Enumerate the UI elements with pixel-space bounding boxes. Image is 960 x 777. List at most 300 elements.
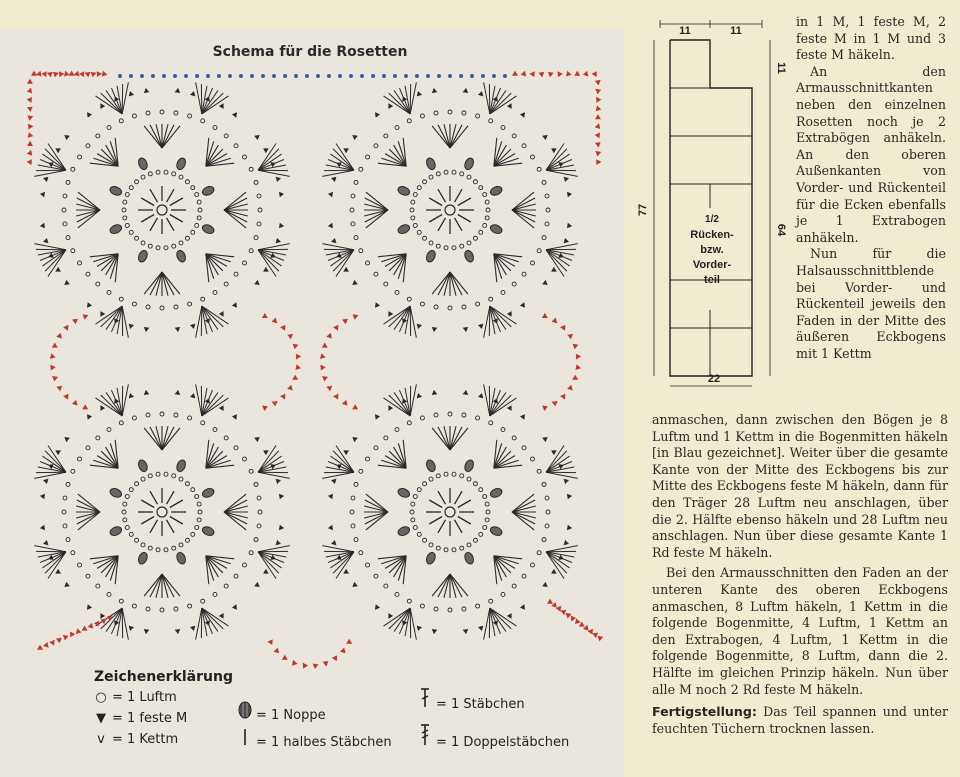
stitch-mark [417, 626, 422, 631]
stitch-mark [467, 543, 471, 547]
blue-chain-mark [349, 74, 353, 78]
stitch-mark [374, 446, 378, 450]
stitch-mark [150, 520, 158, 533]
stitch-mark [195, 525, 199, 529]
stitch-mark [125, 193, 129, 197]
stitch-mark [185, 180, 189, 184]
stitch-mark [191, 230, 195, 234]
stitch-mark [76, 628, 82, 634]
blue-chain-mark [294, 74, 298, 78]
stitch-mark [407, 119, 411, 123]
stitch-mark [486, 208, 490, 212]
stitch-mark [135, 538, 139, 542]
stitch-mark [135, 180, 139, 184]
stitch-mark [411, 216, 415, 220]
stitch-mark [213, 592, 217, 596]
bobble-mark [201, 185, 215, 197]
stitch-mark [434, 305, 438, 309]
stitch-mark [489, 599, 493, 603]
stitch-mark [463, 629, 469, 634]
stitch-mark [448, 306, 452, 310]
stitch-mark [164, 472, 168, 476]
stitch-mark [79, 71, 84, 77]
stitch-mark [160, 110, 164, 114]
stitch-mark [486, 510, 490, 514]
stitch-mark [234, 272, 238, 276]
stitch-mark [420, 114, 424, 118]
stitch-mark [479, 186, 483, 190]
stitch-mark [450, 272, 462, 295]
bobble-mark [137, 459, 149, 473]
stitch-mark [542, 538, 546, 542]
stitch-mark [561, 610, 567, 616]
stitch-mark [150, 574, 162, 597]
stitch-mark [175, 629, 181, 634]
stitch-mark [141, 477, 145, 481]
stitch-mark [432, 88, 438, 93]
stitch-mark [429, 517, 442, 525]
stitch-mark [551, 148, 557, 153]
stitch-mark [489, 119, 493, 123]
stitch-mark [438, 125, 450, 148]
stitch-mark [175, 88, 181, 93]
stitch-mark [352, 404, 358, 409]
stitch-mark [185, 482, 189, 486]
stitch-mark [512, 71, 518, 76]
stitch-mark [434, 413, 438, 417]
stitch-mark [71, 551, 75, 555]
stitch-mark [56, 638, 62, 644]
stitch-mark [450, 125, 462, 148]
stitch-mark [267, 639, 272, 645]
stitch-mark [520, 112, 525, 118]
stitch-mark [423, 236, 427, 240]
stitch-mark [567, 494, 572, 500]
stitch-mark [432, 629, 438, 634]
stitch-mark [353, 314, 359, 320]
stitch-mark [529, 71, 534, 77]
stitch-mark [197, 200, 201, 204]
stitch-mark [129, 488, 133, 492]
stitch-mark [395, 592, 399, 596]
stitch-mark [276, 540, 281, 545]
stitch-mark [132, 114, 136, 118]
stitch-mark [546, 244, 578, 250]
stitch-mark [354, 180, 358, 184]
stitch-mark [388, 405, 393, 411]
stitch-mark [328, 525, 333, 531]
stitch-mark [224, 436, 228, 440]
stitch-mark [172, 244, 176, 248]
stitch-mark [545, 194, 549, 198]
stitch-mark [542, 236, 546, 240]
stitch-mark [413, 223, 417, 227]
stitch-mark [96, 584, 100, 588]
legend-item-feste-m [94, 711, 187, 726]
stitch-mark [232, 112, 237, 118]
stitch-mark [196, 608, 202, 640]
stitch-mark [411, 518, 415, 522]
stitch-mark [597, 636, 603, 642]
stitch-mark [101, 619, 107, 625]
stitch-mark [254, 482, 258, 486]
stitch-mark [417, 186, 421, 190]
stitch-mark [366, 261, 370, 265]
stitch-mark [484, 384, 490, 416]
stitch-mark [326, 333, 332, 339]
stitch-mark [595, 89, 601, 95]
rosette-center [157, 507, 167, 517]
stitch-mark [352, 280, 358, 285]
bobble-mark [201, 487, 215, 499]
stitch-mark [560, 394, 565, 400]
stitch-mark [410, 82, 416, 114]
stitch-mark [592, 71, 597, 77]
finishing-paragraph [652, 704, 948, 737]
stitch-mark [354, 236, 358, 240]
treble-crochet-icon [418, 724, 432, 750]
stitch-mark [512, 436, 516, 440]
stitch-mark [552, 318, 558, 324]
stitch-mark [546, 208, 550, 212]
stitch-mark [164, 246, 168, 250]
stitch-mark [485, 200, 489, 204]
stitch-mark [34, 472, 66, 478]
stitch-mark [66, 236, 70, 240]
stitch-mark [27, 150, 33, 156]
stitch-mark [420, 604, 424, 608]
stitch-mark [174, 607, 178, 611]
stitch-mark [219, 311, 224, 317]
blue-chain-mark [239, 74, 243, 78]
stitch-mark [28, 124, 33, 130]
stitch-mark [537, 167, 541, 171]
stitch-mark [78, 457, 82, 461]
stitch-mark [170, 517, 183, 525]
stitch-mark [195, 495, 199, 499]
stitch-mark [188, 302, 192, 306]
stitch-mark [77, 198, 100, 210]
stitch-mark [27, 141, 33, 146]
stitch-mark [448, 412, 452, 416]
stitch-mark [436, 546, 440, 550]
blue-chain-mark [272, 74, 276, 78]
stitch-mark [196, 306, 202, 338]
stitch-mark [34, 546, 66, 552]
stitch-mark [254, 135, 260, 140]
stitch-mark [123, 518, 127, 522]
stitch-mark [129, 324, 134, 329]
stitch-mark [436, 474, 440, 478]
stitch-mark [172, 172, 176, 176]
stitch-mark [96, 282, 100, 286]
stitch-mark [77, 500, 100, 512]
stitch-mark [63, 635, 69, 641]
stitch-mark [77, 210, 100, 222]
stitch-mark [201, 297, 205, 301]
chain-stitch-icon: ○ [95, 690, 107, 705]
stitch-mark [507, 311, 512, 317]
stitch-mark [354, 482, 358, 486]
stitch-mark [144, 629, 150, 634]
stitch-mark [156, 246, 160, 250]
stitch-mark [129, 393, 134, 398]
stitch-mark [63, 496, 67, 500]
blue-chain-mark [382, 74, 386, 78]
stitch-mark [295, 364, 301, 370]
stitch-mark [249, 167, 253, 171]
stitch-mark [359, 249, 363, 253]
stitch-mark [322, 546, 354, 552]
stitch-mark [179, 241, 183, 245]
legend-text: = 1 Doppelstäbchen [436, 735, 570, 750]
bobble-mark [137, 551, 149, 565]
stitch-mark [537, 469, 541, 473]
stitch-mark [444, 170, 448, 174]
stitch-mark [388, 311, 393, 317]
stitch-mark [125, 223, 129, 227]
dim-height-total: 77 [637, 203, 649, 217]
rosette-diagram [10, 62, 610, 662]
stitch-mark [66, 482, 70, 486]
stitch-mark [132, 416, 136, 420]
stitch-mark [257, 496, 261, 500]
stitch-mark [455, 491, 463, 504]
stitch-mark [322, 170, 354, 176]
stitch-mark [201, 599, 205, 603]
stitch-mark [40, 192, 45, 198]
stitch-mark [141, 198, 154, 206]
stitch-mark [542, 582, 548, 587]
stitch-mark [413, 525, 417, 529]
bobble-mark [425, 551, 437, 565]
stitch-mark [564, 479, 569, 484]
stitch-mark [501, 126, 505, 130]
stitch-mark [262, 313, 268, 318]
stitch-mark [417, 488, 421, 492]
blue-chain-mark [184, 74, 188, 78]
stitch-mark [462, 305, 466, 309]
stitch-mark [242, 563, 246, 567]
stitch-mark [463, 390, 469, 395]
stitch-mark [458, 215, 471, 223]
stitch-mark [331, 238, 336, 243]
stitch-mark [564, 177, 569, 182]
stitch-mark [484, 608, 490, 640]
stitch-mark [224, 210, 247, 222]
stitch-mark [452, 472, 456, 476]
blue-chain-mark [327, 74, 331, 78]
stitch-mark [552, 401, 558, 407]
stitch-mark [63, 194, 67, 198]
stitch-mark [429, 215, 442, 223]
stitch-mark [40, 494, 45, 500]
stitch-mark [219, 613, 224, 619]
stitch-mark [156, 548, 160, 552]
stitch-mark [197, 216, 201, 220]
stitch-mark [87, 604, 92, 610]
bobble-mark [109, 223, 123, 235]
stitch-mark [43, 540, 48, 545]
stitch-mark [366, 457, 370, 461]
blue-chain-mark [448, 74, 452, 78]
stitch-mark [352, 437, 358, 442]
stitch-mark [351, 524, 355, 528]
stitch-mark [144, 327, 150, 332]
stitch-mark [43, 642, 49, 648]
bobble-mark [397, 185, 411, 197]
stitch-mark [167, 218, 175, 231]
stitch-mark [384, 436, 388, 440]
stitch-mark [55, 267, 61, 272]
stitch-mark [91, 72, 97, 78]
blue-chain-mark [393, 74, 397, 78]
stitch-mark [485, 518, 489, 522]
stitch-mark [423, 180, 427, 184]
stitch-mark [438, 491, 446, 504]
stitch-mark [458, 500, 471, 508]
stitch-mark [141, 175, 145, 179]
blue-chain-mark [305, 74, 309, 78]
stitch-mark [66, 180, 70, 184]
stitch-mark [174, 111, 178, 115]
stitch-mark [512, 134, 516, 138]
stitch-mark [429, 500, 442, 508]
stitch-mark [328, 223, 333, 229]
blue-chain-mark [404, 74, 408, 78]
stitch-mark [224, 198, 247, 210]
label-line-3: Vorder- [692, 259, 732, 271]
stitch-mark [462, 111, 466, 115]
dim-side-top: 11 [775, 62, 787, 74]
stitch-mark [460, 172, 464, 176]
stitch-mark [322, 472, 354, 478]
stitch-mark [167, 491, 175, 504]
stitch-mark [530, 457, 534, 461]
stitch-mark [100, 405, 105, 411]
blue-chain-mark [338, 74, 342, 78]
stitch-mark [167, 189, 175, 202]
bobble-mark [425, 157, 437, 171]
stitch-mark [146, 413, 150, 417]
stitch-mark [272, 318, 278, 324]
stitch-mark [85, 72, 91, 78]
stitch-mark [375, 112, 380, 118]
stitch-mark [122, 384, 128, 416]
stitch-mark [429, 543, 433, 547]
stitch-mark [122, 608, 128, 640]
stitch-mark [560, 325, 565, 331]
stitch-mark [473, 180, 477, 184]
stitch-mark [170, 198, 183, 206]
bobble-mark [201, 223, 215, 235]
stitch-mark [63, 325, 68, 331]
stitch-mark [119, 297, 123, 301]
stitch-mark [407, 297, 411, 301]
stitch-mark [258, 472, 290, 478]
stitch-mark [263, 450, 269, 455]
finishing-label: Fertigstellung: [652, 704, 757, 720]
stitch-mark [365, 512, 388, 524]
stitch-mark [478, 324, 483, 329]
bobble-mark [109, 525, 123, 537]
stitch-mark [263, 267, 269, 272]
stitch-mark [213, 428, 217, 432]
stitch-mark [146, 607, 150, 611]
dim-top-right: 11 [730, 25, 742, 37]
stitch-mark [595, 123, 601, 129]
stitch-mark [359, 167, 363, 171]
stitch-mark [40, 223, 45, 229]
stitch-mark [346, 639, 352, 644]
stitch-mark [432, 390, 438, 395]
stitch-mark [567, 334, 573, 340]
stitch-mark [436, 244, 440, 248]
stitch-mark [119, 599, 123, 603]
stitch-mark [438, 218, 446, 231]
stitch-mark [483, 525, 487, 529]
stitch-mark [320, 365, 325, 371]
stitch-mark [343, 450, 349, 455]
label-line-4: teil [704, 274, 720, 286]
bobble-mark [463, 459, 475, 473]
stitch-mark [41, 71, 46, 77]
legend-text: = 1 Stäbchen [436, 697, 525, 712]
stitch-mark [507, 103, 512, 109]
stitch-mark [551, 569, 557, 574]
stitch-mark [450, 574, 462, 597]
stitch-mark [78, 261, 82, 265]
stitch-mark [257, 524, 261, 528]
stitch-mark [27, 159, 32, 165]
stitch-mark [150, 272, 162, 295]
stitch-mark [119, 421, 123, 425]
stitch-mark [254, 280, 260, 285]
stitch-mark [144, 88, 150, 93]
stitch-mark [160, 412, 164, 416]
stitch-mark [384, 584, 388, 588]
stitch-mark [276, 479, 281, 484]
stitch-mark [64, 437, 70, 442]
stitch-mark [122, 82, 128, 114]
stitch-mark [484, 82, 490, 114]
stitch-mark [96, 436, 100, 440]
half-double-crochet-icon [238, 728, 252, 750]
stitch-mark [27, 79, 33, 84]
label-fraction: 1/2 [705, 214, 719, 225]
stitch-mark [583, 71, 589, 77]
stitch-mark [351, 194, 355, 198]
stitch-mark [479, 532, 483, 536]
stitch-mark [257, 222, 261, 226]
stitch-mark [70, 632, 75, 638]
stitch-mark [280, 325, 285, 331]
stitch-mark [213, 290, 217, 294]
stitch-mark [190, 626, 195, 631]
stitch-mark [545, 496, 549, 500]
stitch-mark [132, 604, 136, 608]
stitch-mark [479, 230, 483, 234]
stitch-mark [160, 306, 164, 310]
stitch-mark [374, 144, 378, 148]
legend-text: = 1 Kettm [112, 732, 179, 747]
stitch-mark [411, 502, 415, 506]
stitch-mark [71, 249, 75, 253]
blue-chain-mark [129, 74, 133, 78]
stitch-mark [148, 244, 152, 248]
bobble-mark [463, 157, 475, 171]
legend-item-kettm [94, 732, 178, 747]
